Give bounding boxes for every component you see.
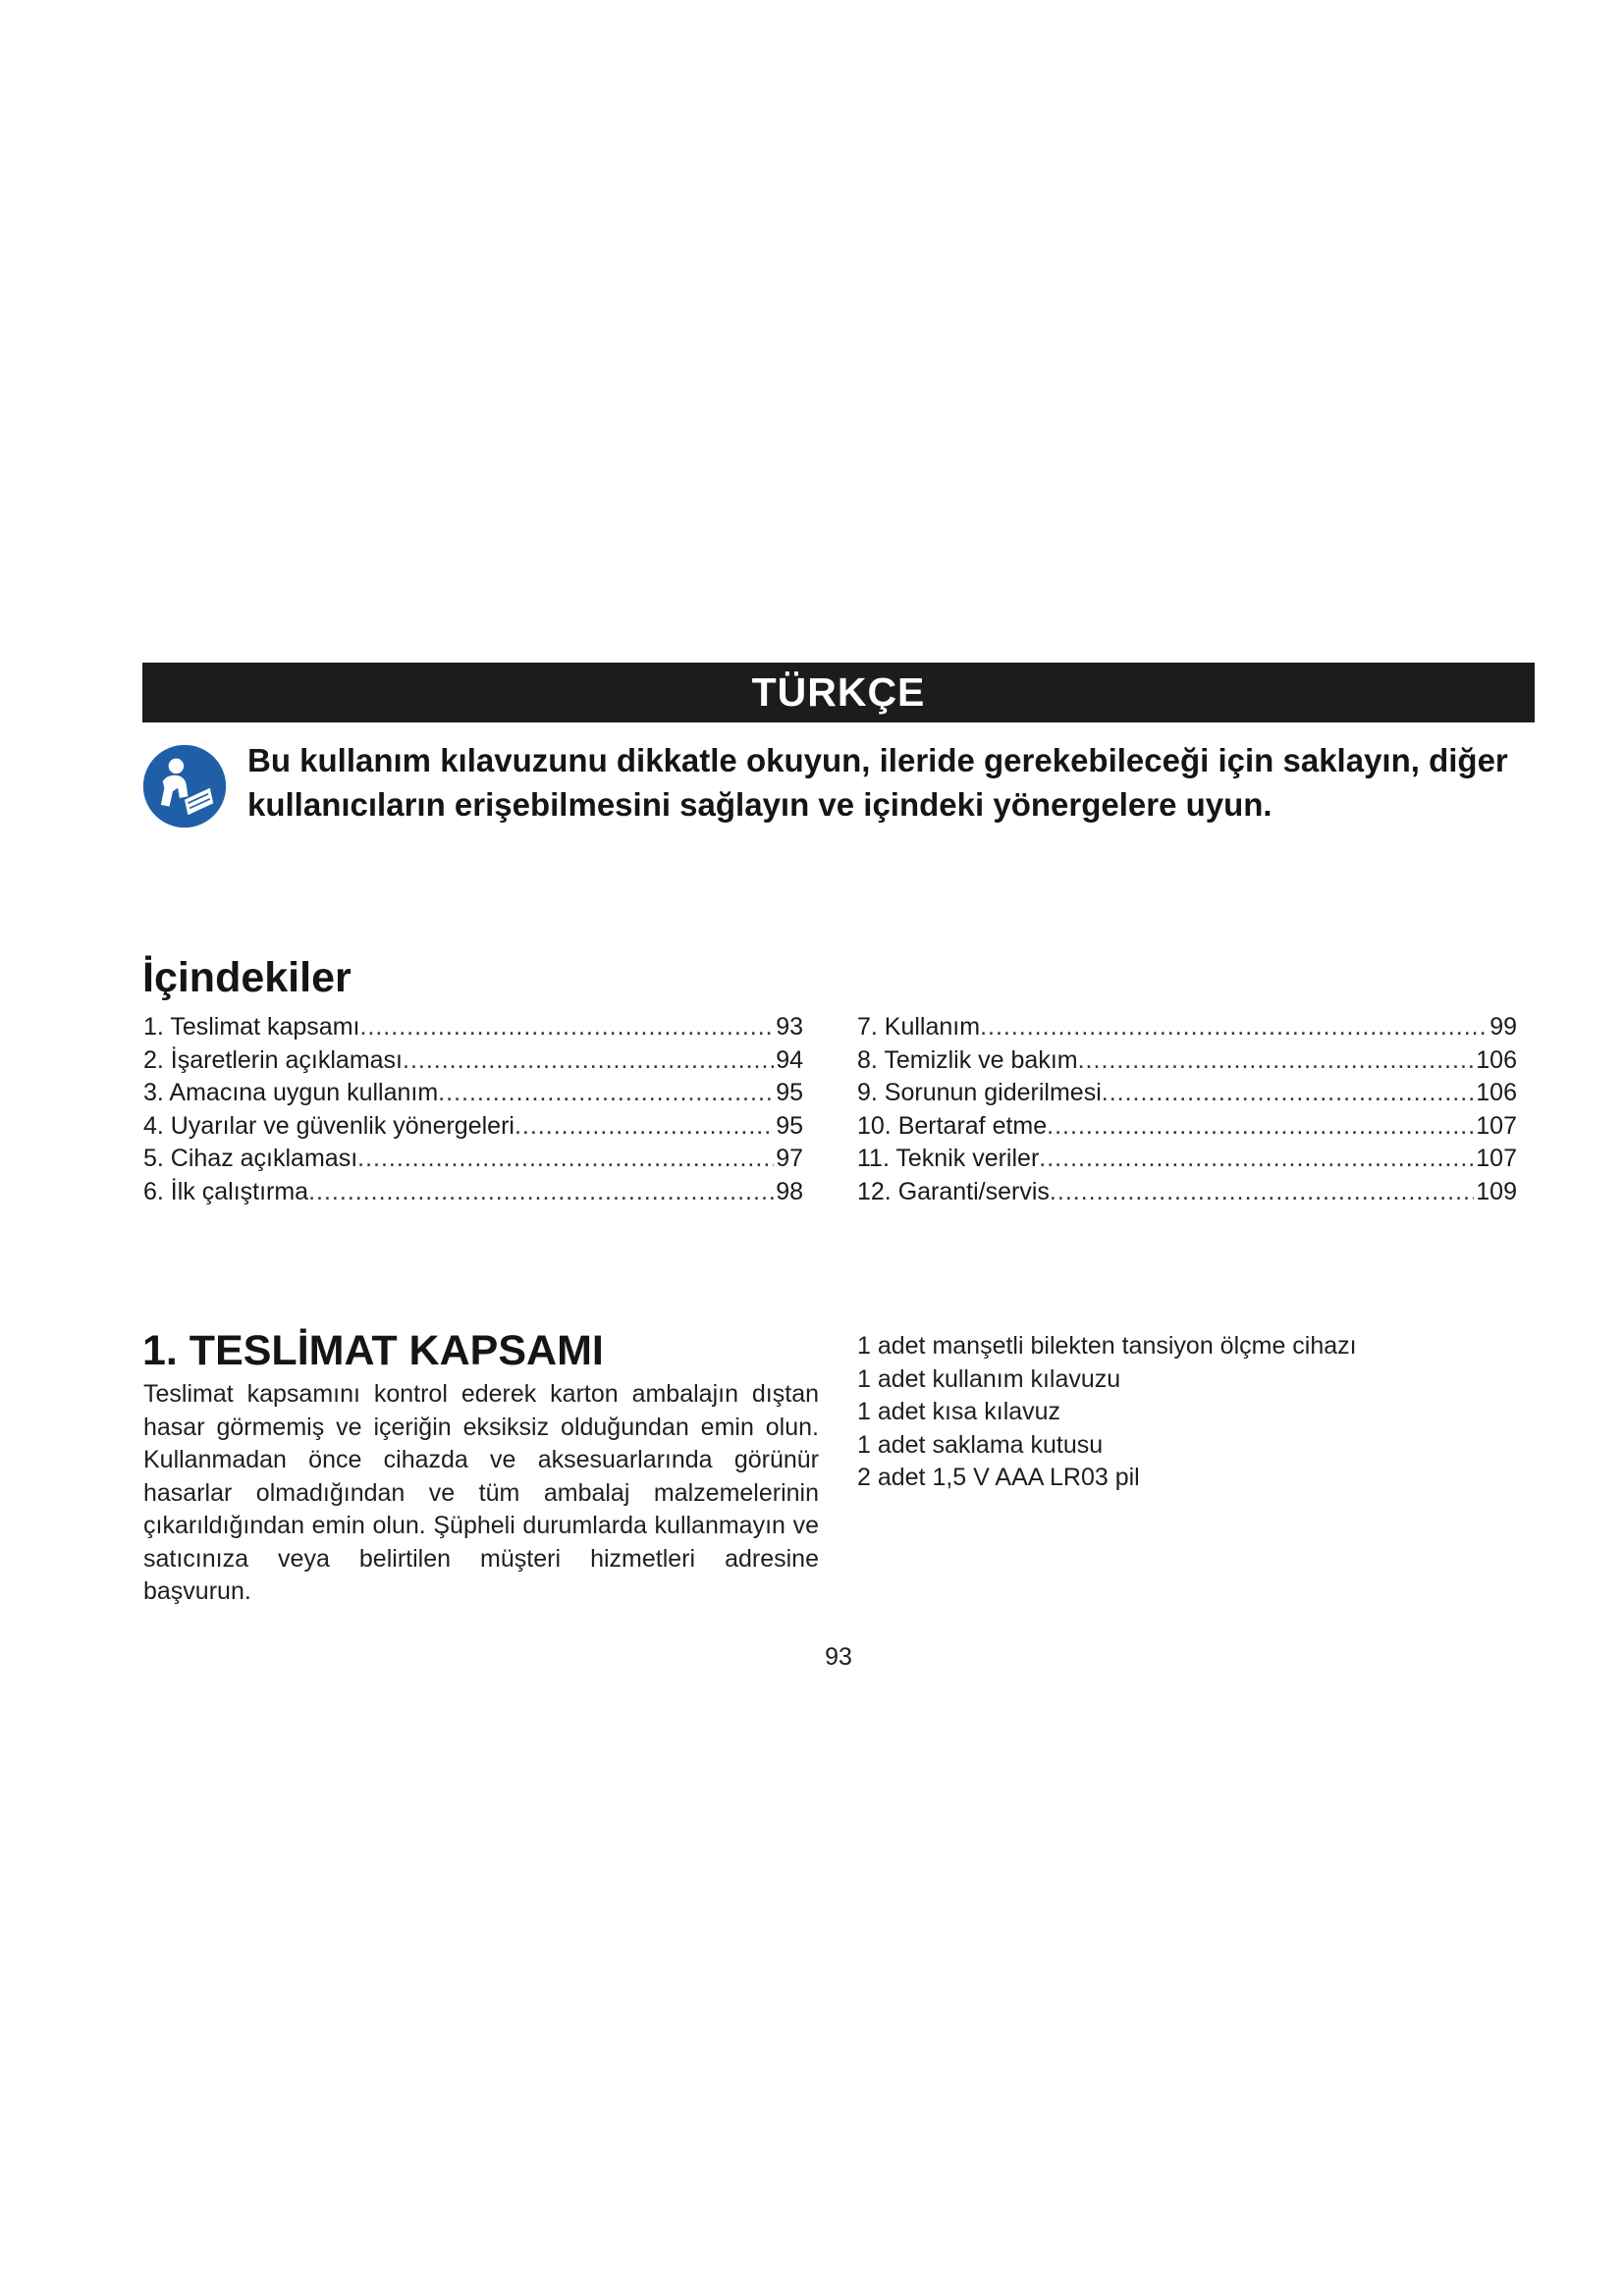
language-banner: TÜRKÇE xyxy=(142,663,1535,722)
toc-entry-label: 9. Sorunun giderilmesi xyxy=(857,1079,1102,1106)
toc-leader-dots xyxy=(1078,1044,1475,1078)
toc-leader-dots xyxy=(514,1110,774,1144)
toc-entry-page: 109 xyxy=(1476,1177,1517,1205)
toc-entry-label: 7. Kullanım xyxy=(857,1013,981,1041)
toc-entry-label: 12. Garanti/servis xyxy=(857,1177,1050,1205)
toc-entry-label: 3. Amacına uygun kullanım xyxy=(143,1079,439,1106)
toc-entry-label: 1. Teslimat kapsamı xyxy=(143,1013,360,1041)
toc-entry-page: 94 xyxy=(776,1045,803,1074)
list-item: 1 adet manşetli bilekten tansiyon ölçme cihazı xyxy=(857,1332,1357,1360)
toc-entry-label: 8. Temizlik ve bakım xyxy=(857,1045,1078,1074)
delivery-contents-list xyxy=(857,1330,1357,1495)
toc-entry-label: 4. Uyarılar ve güvenlik yönergeleri xyxy=(143,1111,514,1140)
list-item: 1 adet kısa kılavuz xyxy=(857,1398,1061,1425)
toc-entry-page: 107 xyxy=(1476,1111,1517,1140)
toc-entry[interactable] xyxy=(143,1044,803,1078)
toc-leader-dots xyxy=(1039,1143,1474,1176)
toc-leader-dots xyxy=(308,1176,774,1209)
toc-entry-label: 2. İşaretlerin açıklaması xyxy=(143,1045,403,1074)
toc-entry[interactable] xyxy=(143,1110,803,1144)
toc-leader-dots xyxy=(357,1143,774,1176)
toc-column-left xyxy=(143,1011,803,1208)
toc-entry[interactable] xyxy=(143,1176,803,1209)
toc-entry-page: 106 xyxy=(1476,1079,1517,1106)
toc-entry[interactable] xyxy=(857,1176,1517,1209)
toc-entry[interactable] xyxy=(857,1011,1517,1044)
list-item: 1 adet saklama kutusu xyxy=(857,1430,1104,1459)
list-item: 1 adet kullanım kılavuzu xyxy=(857,1364,1121,1393)
toc-entry-page: 95 xyxy=(776,1079,803,1106)
toc-leader-dots xyxy=(1050,1176,1474,1209)
toc-leader-dots xyxy=(1047,1110,1474,1144)
toc-leader-dots xyxy=(1102,1077,1475,1110)
toc-leader-dots xyxy=(980,1011,1488,1044)
read-instructions-notice: Bu kullanım kılavuzunu dikkatle okuyun, ileride gerekebileceği için saklayın, diğer kullanıcıların erişebilmesini sağlayın ve içindeki yönergelere uyun. xyxy=(247,742,1508,823)
toc-entry-page: 97 xyxy=(776,1145,803,1172)
toc-entry-label: 10. Bertaraf etme xyxy=(857,1111,1048,1140)
section-body-text: Teslimat kapsamını kontrol ederek karton ambalajın dıştan hasar görmemiş ve içeriğin eksiksiz olduğundan emin olun. Kullanmadan önce cihazda ve aksesuarlarında görünür hasarlar olmadığından ve tüm ambalaj malzemelerinin çıkarıldığından emin olun. Şüpheli durumlarda kullanmayın ve satıcınıza veya belirtilen müşteri hizmetleri adresine başvurun. xyxy=(143,1380,819,1605)
toc-leader-dots xyxy=(359,1011,774,1044)
toc-entry[interactable] xyxy=(857,1110,1517,1144)
toc-entry-page: 106 xyxy=(1476,1045,1517,1074)
page-number: 93 xyxy=(825,1643,852,1671)
toc-entry[interactable] xyxy=(857,1143,1517,1176)
toc-entry-page: 99 xyxy=(1489,1013,1517,1041)
toc-title: İçindekiler xyxy=(142,954,352,1001)
toc-entry-page: 95 xyxy=(776,1111,803,1140)
read-manual-icon xyxy=(142,744,227,828)
toc-entry[interactable] xyxy=(857,1077,1517,1110)
toc-leader-dots xyxy=(438,1077,774,1110)
toc-entry-label: 11. Teknik veriler xyxy=(857,1145,1040,1172)
toc-entry[interactable] xyxy=(857,1044,1517,1078)
toc-entry-page: 93 xyxy=(776,1013,803,1041)
toc-entry-label: 5. Cihaz açıklaması xyxy=(143,1145,358,1172)
toc-entry[interactable] xyxy=(143,1077,803,1110)
toc-leader-dots xyxy=(403,1044,774,1078)
toc-entry[interactable] xyxy=(143,1143,803,1176)
list-item: 2 adet 1,5 V AAA LR03 pil xyxy=(857,1464,1140,1491)
toc-entry-label: 6. İlk çalıştırma xyxy=(143,1177,309,1205)
section-heading: 1. TESLİMAT KAPSAMI xyxy=(142,1327,604,1374)
toc-entry[interactable] xyxy=(143,1011,803,1044)
toc-entry-page: 98 xyxy=(776,1177,803,1205)
toc-column-right xyxy=(857,1011,1517,1208)
toc-entry-page: 107 xyxy=(1476,1145,1517,1172)
